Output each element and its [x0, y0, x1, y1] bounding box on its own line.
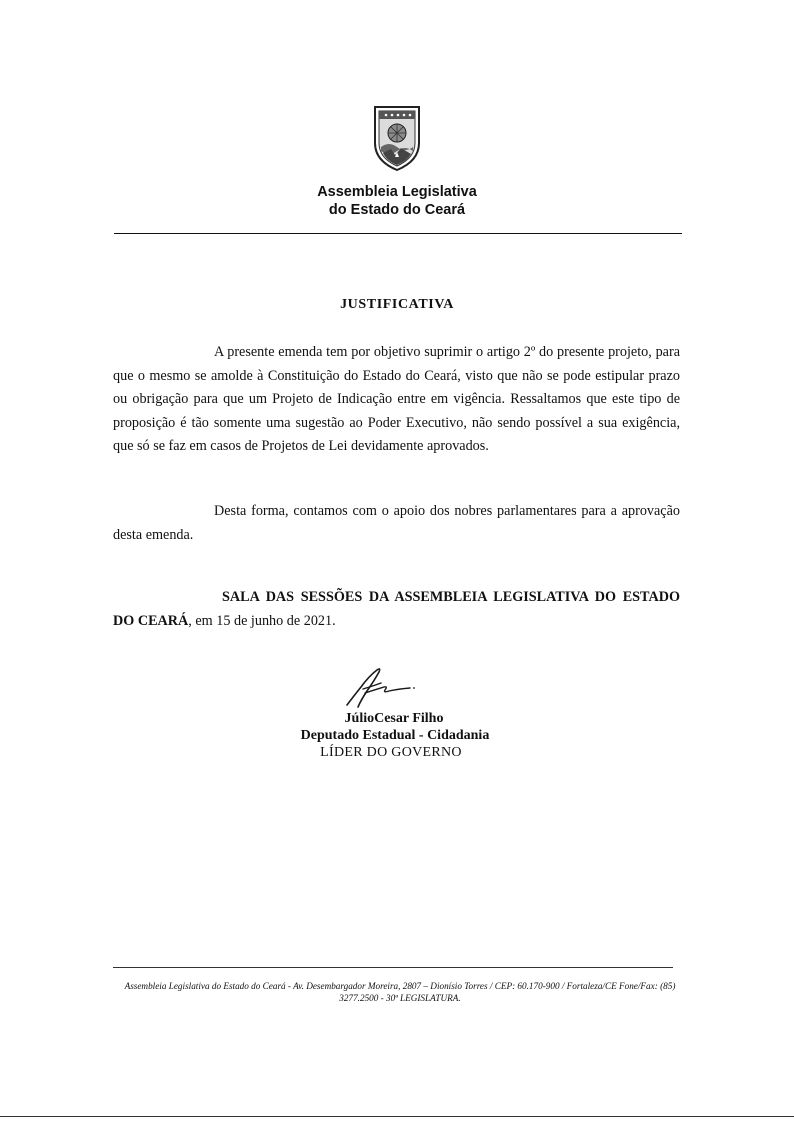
signatory-title: LÍDER DO GOVERNO — [320, 745, 462, 760]
handwritten-signature — [343, 663, 425, 711]
document-title: JUSTIFICATIVA — [340, 297, 454, 312]
page-bottom-border — [0, 1116, 794, 1117]
support-paragraph: Desta forma, contamos com o apoio dos nobres parlamentares para a aprovação desta emenda. — [113, 503, 680, 543]
footer-address-line: Assembleia Legislativa do Estado do Ceará - Av. Desembargador Moreira, 2807 – Dionísio Torres / CEP: 60.170-900 / Fortaleza/CE Fone/Fax: (85) — [124, 981, 676, 991]
closing-heading: SALA DAS SESSÕES DA ASSEMBLEIA LEGISLATIVA DO ESTADO DO CEARÁ — [113, 589, 680, 629]
coat-of-arms-icon — [369, 103, 425, 173]
header-divider — [114, 233, 682, 234]
signatory-name: JúlioCesar Filho — [344, 711, 444, 726]
justification-paragraph: A presente emenda tem por objetivo suprimir o artigo 2º do presente projeto, para que o mesmo se amolde à Constituição do Estado do Ceará, visto que não se pode estipular prazo ou obrigação para que um Projeto de Indicação entre em vigência. Ressaltamos que este tipo de proposição é tão somente uma sugestão ao Poder Executivo, não sendo possível a sua exigência, que só se faz em casos de Projetos de Lei devidamente aprovados. — [113, 344, 680, 455]
closing-date: , em 15 de junho de 2021. — [188, 612, 336, 629]
institution-name-line-1: Assembleia Legislativa — [317, 184, 477, 200]
institution-name-line-2: do Estado do Ceará — [328, 202, 466, 218]
footer-divider — [113, 967, 673, 968]
signatory-role: Deputado Estadual - Cidadania — [300, 728, 490, 743]
closing-paragraph — [113, 586, 680, 633]
footer-phone-line: 3277.2500 - 30ª LEGISLATURA. — [339, 993, 461, 1003]
